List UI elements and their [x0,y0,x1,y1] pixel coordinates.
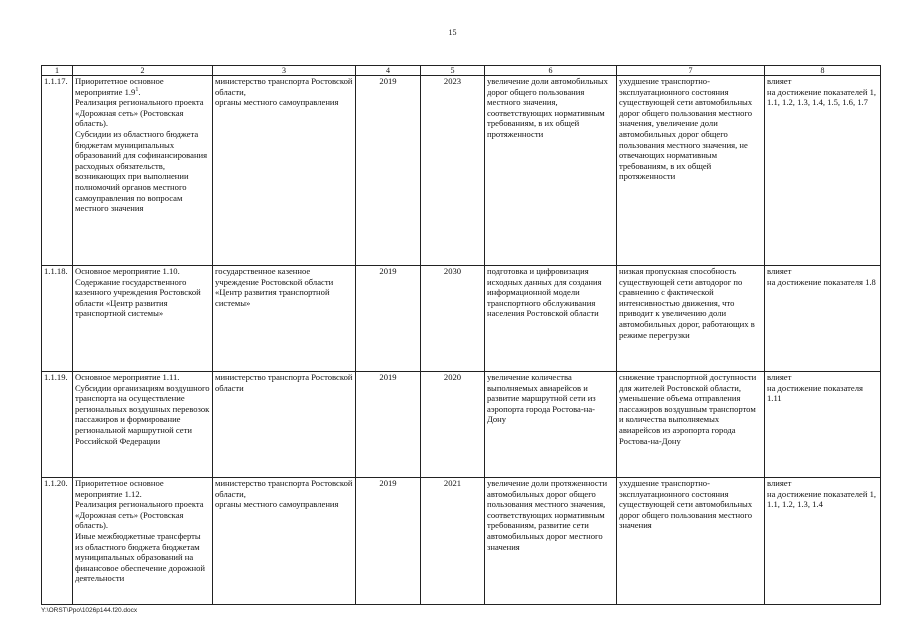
activity-name: Основное мероприятие 1.11. Субсидии организациям воздушного транспорта на осуществление региональных воздушных перевозок пассажиров и формирование региональной маршрутной сети Российской Федерации [73,372,213,478]
expected-result: увеличение доли протяженности автомобильных дорог общего пользования местного значения, соответствующих нормативным требованиям, развитие сети автомобильных дорог местного значения [485,478,617,605]
header-row [42,66,881,76]
expected-result: увеличение количества выполняемых авиарейсов и развитие маршрутной сети из аэропорта города Ростова-на-Дону [485,372,617,478]
col-header-4: 4 [356,66,421,76]
end-year: 2020 [421,372,485,478]
col-header-8: 8 [765,66,881,76]
executor: министерство транспорта Ростовской области, органы местного самоуправления [213,478,356,605]
col-header-6: 6 [485,66,617,76]
page-number: 15 [448,28,457,37]
indicator-link: влияет на достижение показателя 1.11 [765,372,881,478]
row-number: 1.1.20. [42,478,73,605]
table-row [42,372,881,478]
col-header-3: 3 [213,66,356,76]
start-year: 2019 [356,76,421,266]
expected-result: увеличение доли автомобильных дорог общего пользования местного значения, соответствующих нормативным требованиям, в их общей протяженности [485,76,617,266]
row-number: 1.1.19. [42,372,73,478]
start-year: 2019 [356,478,421,605]
end-year: 2023 [421,76,485,266]
start-year: 2019 [356,372,421,478]
start-year: 2019 [356,266,421,372]
indicator-link: влияет на достижение показателя 1.8 [765,266,881,372]
row-number: 1.1.17. [42,76,73,266]
table-row [42,266,881,372]
executor: государственное казенное учреждение Ростовской области «Центр развития транспортной системы» [213,266,356,372]
consequence: ухудшение транспортно-эксплуатационного состояния существующей сети автомобильных дорог общего пользования местного значения [617,478,765,605]
consequence: низкая пропускная способность существующей сети автодорог по сравнению с фактической интенсивностью движения, что приводит к увеличению доли автомобильных дорог, работающих в режиме перегрузки [617,266,765,372]
activity-name: Приоритетное основное мероприятие 1.12. Реализация регионального проекта «Дорожная сеть» (Ростовская область). Иные межбюджетные трансферты из областного бюджета бюджетам муниципальных образований на финансовое обеспечение дорожной деятельности [73,478,213,605]
col-header-1: 1 [42,66,73,76]
activity-name [73,76,213,266]
consequence: ухудшение транспортно-эксплуатационного состояния существующей сети автомобильных дорог общего пользования местного значения, увеличение доли автомобильных дорог общего пользования местного значения, не отвечающих нормативным требованиям, в их общей протяженности [617,76,765,266]
end-year: 2021 [421,478,485,605]
row-number: 1.1.18. [42,266,73,372]
col-header-5: 5 [421,66,485,76]
file-path-footer: Y:\ORST\Ppo\1026p144.f20.docx [41,607,138,614]
col-header-2: 2 [73,66,213,76]
executor: министерство транспорта Ростовской области [213,372,356,478]
activity-name-rest: . Реализация регионального проекта «Дорожная сеть» (Ростовская область). Субсидии из областного бюджета бюджетам муниципальных образований для софинансирования расходных обязательств, возникающих при выполнении полномочий органов местного самоуправления по вопросам местного значения [75,86,208,214]
table-row [42,76,881,266]
col-header-7: 7 [617,66,765,76]
end-year: 2030 [421,266,485,372]
expected-result: подготовка и цифровизация исходных данных для создания информационной модели транспортного обслуживания населения Ростовской области [485,266,617,372]
activity-name-main: Приоритетное основное мероприятие 1.9 [75,76,164,97]
footnote-mark: 1 [135,86,139,93]
table-row [42,478,881,605]
executor: министерство транспорта Ростовской области, органы местного самоуправления [213,76,356,266]
indicator-link: влияет на достижение показателей 1, 1.1, 1.2, 1.3, 1.4, 1.5, 1.6, 1.7 [765,76,881,266]
indicator-link: влияет на достижение показателей 1, 1.1, 1.2, 1.3, 1.4 [765,478,881,605]
program-table [41,65,881,605]
activity-name: Основное мероприятие 1.10. Содержание государственного казенного учреждения Ростовской области «Центр развития транспортной системы» [73,266,213,372]
consequence: снижение транспортной доступности для жителей Ростовской области, уменьшение объема отправления пассажиров воздушным транспортом и количества выполняемых авиарейсов из аэропорта города Ростова-на-Дону [617,372,765,478]
